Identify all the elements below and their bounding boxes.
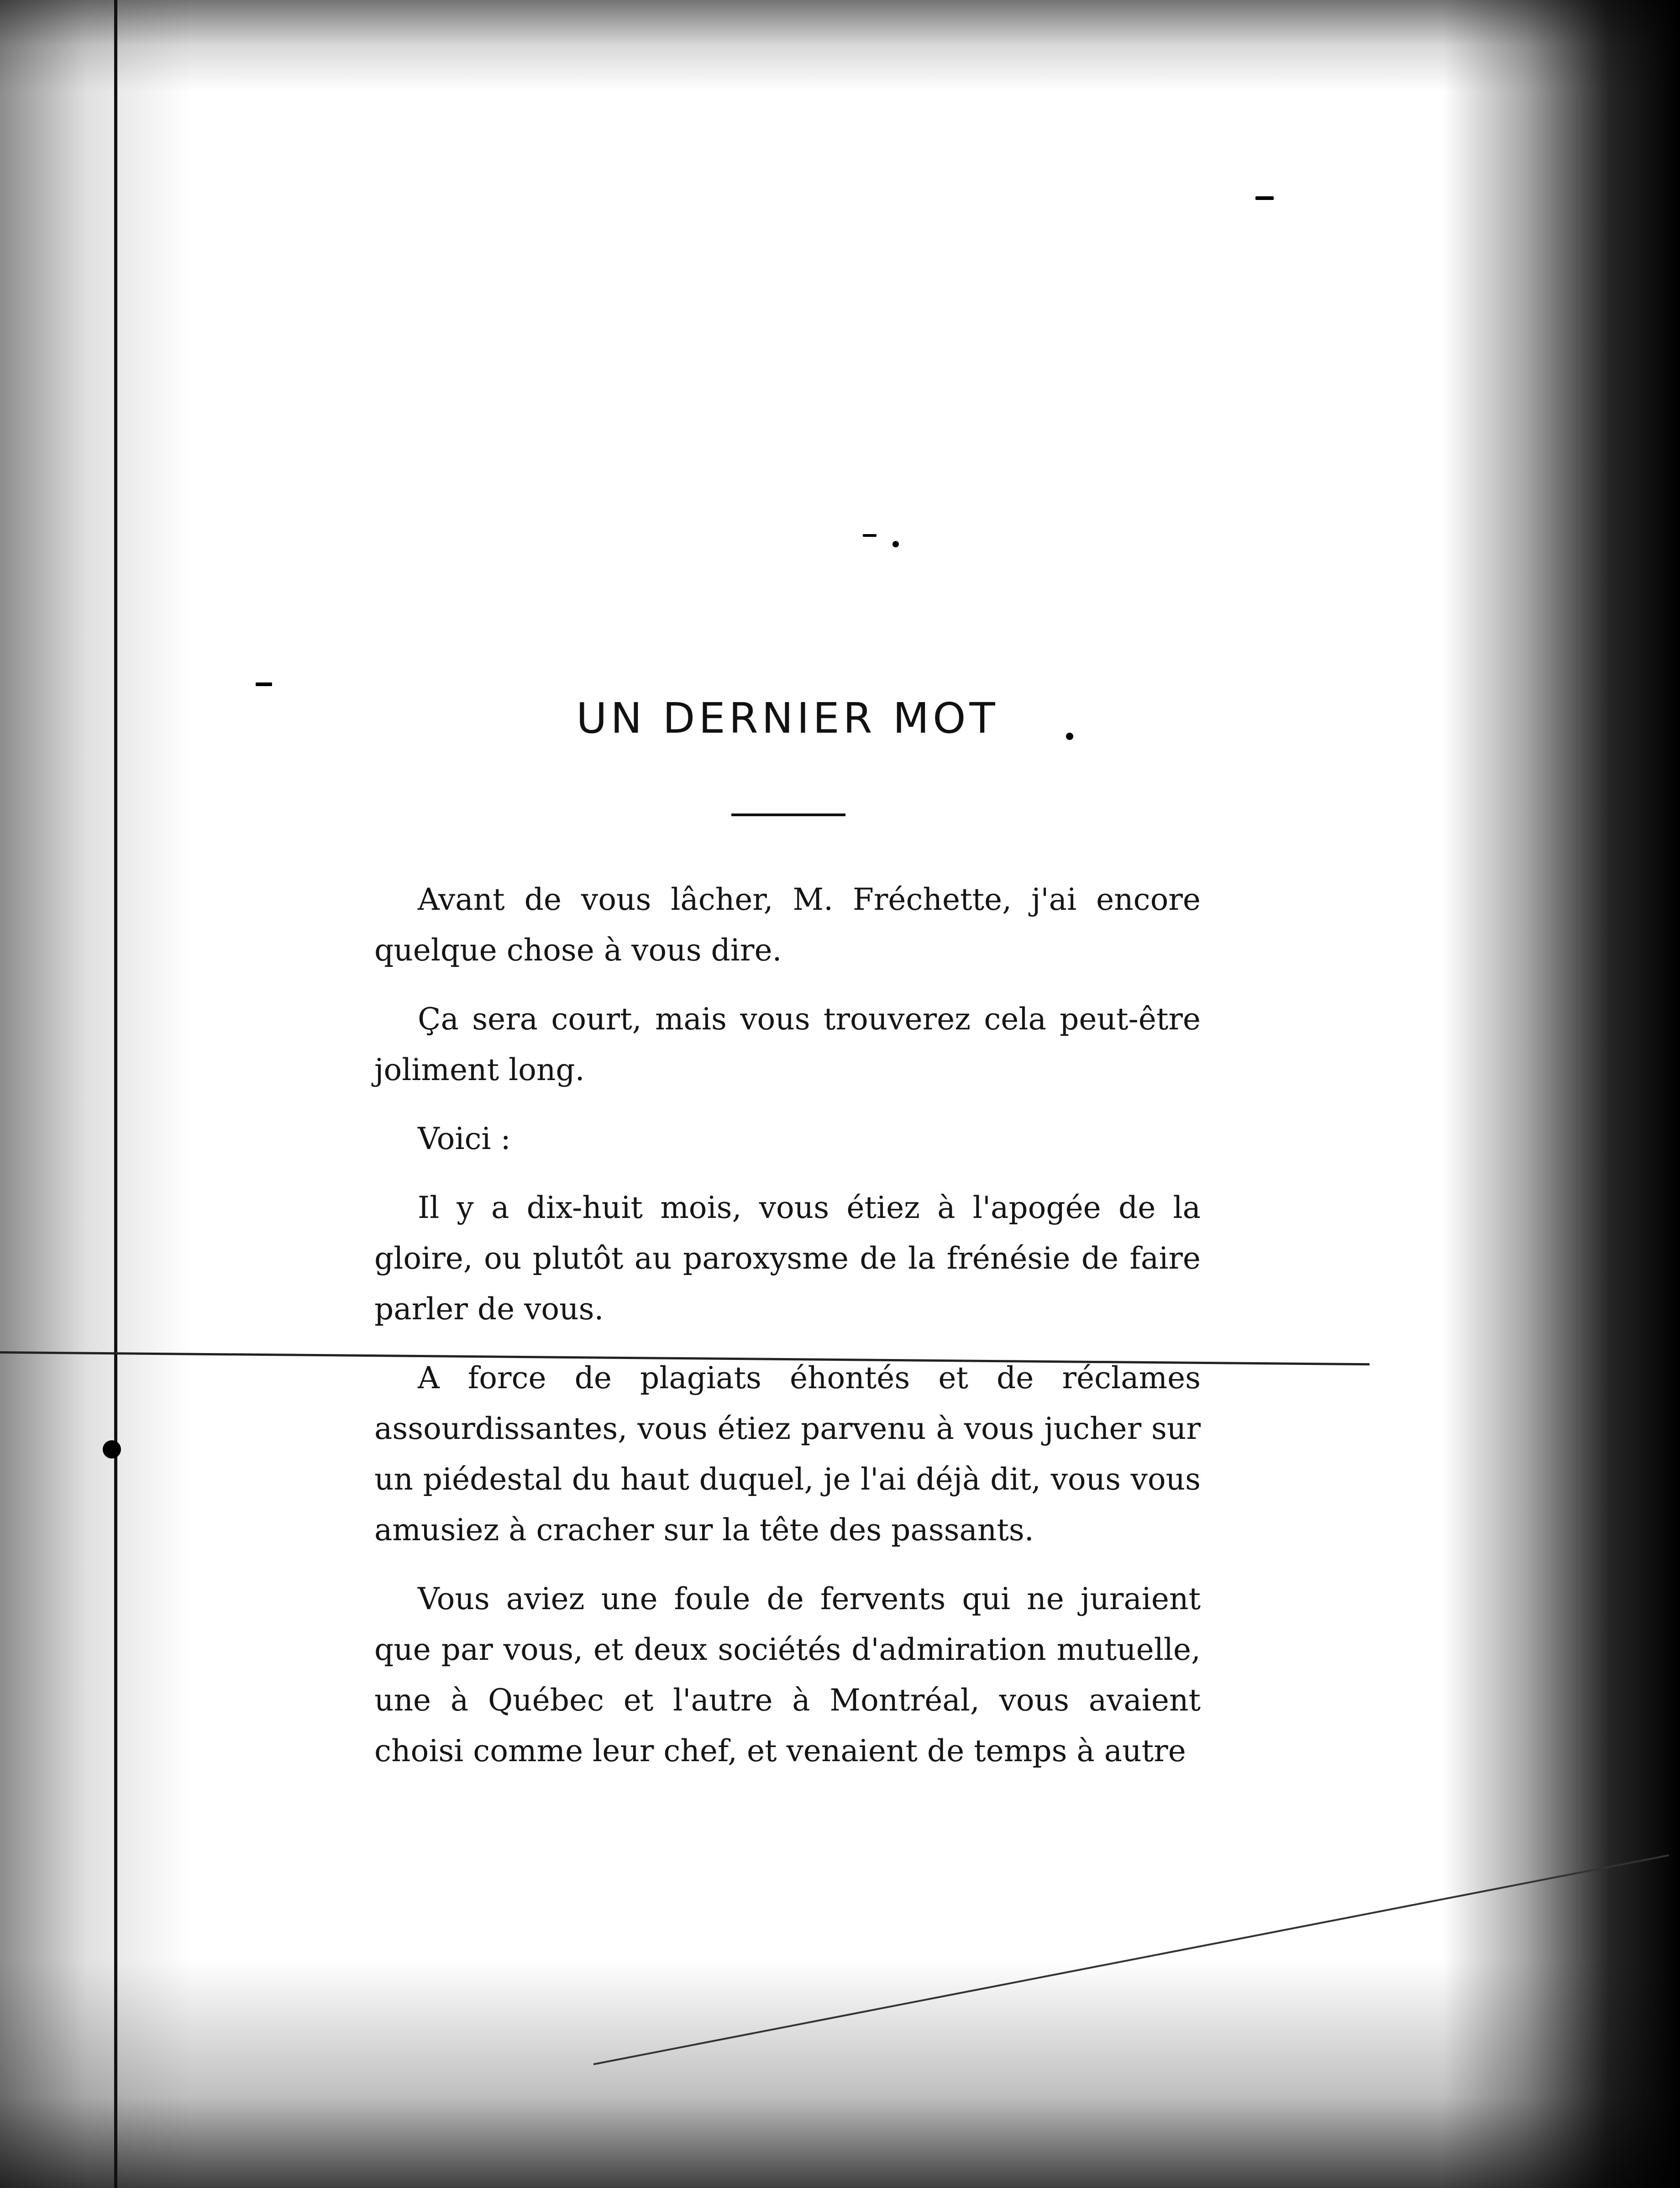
paragraph: A force de plagiats éhontés et de réclames assourdissantes, vous étiez parvenu à vous jucher sur un piédestal du haut duquel, je l'ai déjà dit, vous vous amusiez à cracher sur la tête des passants. [374, 1360, 1201, 1548]
ink-speck [892, 541, 899, 547]
body-text [374, 874, 1201, 1794]
ink-speck [256, 682, 272, 686]
ink-speck [1255, 196, 1274, 200]
ink-speck [863, 534, 877, 537]
paragraph: Ça sera court, mais vous trouverez cela peut-être joliment long. [374, 1002, 1201, 1087]
scan-shadow-top [0, 0, 1680, 91]
chapter-title: UN DERNIER MOT [576, 694, 999, 743]
paragraph: Vous aviez une foule de fervents qui ne juraient que par vous, et deux sociétés d'admiration mutuelle, une à Québec et l'autre à Montréal, vous avaient choisi comme leur chef, et venaient de temps à autre [374, 1581, 1201, 1768]
ink-speck [103, 1440, 121, 1459]
paragraph: Il y a dix-huit mois, vous étiez à l'apogée de la gloire, ou plutôt au paroxysme de la frénésie de faire parler de vous. [374, 1190, 1201, 1327]
paragraph: Avant de vous lâcher, M. Fréchette, j'ai encore quelque chose à vous dire. [374, 882, 1201, 968]
title-rule [731, 813, 845, 816]
scan-shadow-left [0, 0, 192, 2188]
binding-line [114, 0, 117, 2188]
scan-shadow-bottom [0, 1960, 1680, 2188]
paragraph: Voici : [418, 1121, 511, 1156]
